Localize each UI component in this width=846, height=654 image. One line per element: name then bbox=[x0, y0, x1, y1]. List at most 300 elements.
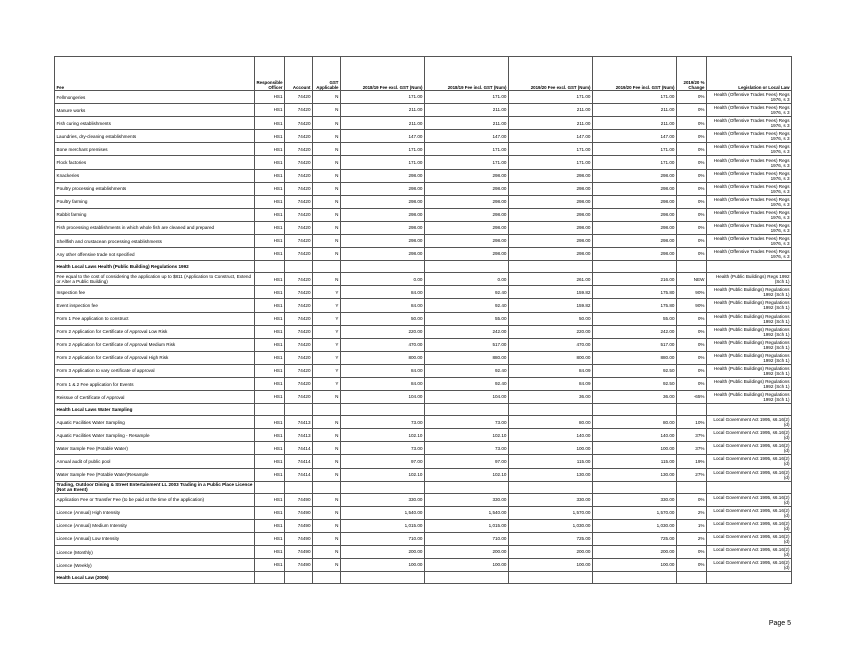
change-cell: 10% bbox=[677, 416, 707, 429]
section-title: Health Local Law (2006) bbox=[55, 572, 255, 584]
fee1920-incl-cell: 130.00 bbox=[593, 468, 677, 481]
fee1819-incl-cell: 92.40 bbox=[425, 377, 509, 390]
fee1920-incl-cell: 298.00 bbox=[593, 235, 677, 248]
fee1920-incl-cell: 298.00 bbox=[593, 221, 677, 234]
legislation-cell: Local Government Act 1995, s6.16(2)(d) bbox=[707, 429, 792, 442]
account-cell: 74420 bbox=[285, 117, 313, 130]
fee1819-excl-cell: 73.00 bbox=[341, 416, 425, 429]
fee1920-incl-cell: 298.00 bbox=[593, 248, 677, 261]
fee1819-incl-cell: 880.00 bbox=[425, 351, 509, 364]
table-row bbox=[55, 546, 792, 559]
fee1920-excl-cell: 171.00 bbox=[509, 91, 593, 104]
section-empty-cell bbox=[677, 261, 707, 273]
fee1920-incl-cell: 200.00 bbox=[593, 546, 677, 559]
col-account: Account bbox=[285, 57, 313, 91]
officer-cell: HS1 bbox=[255, 519, 285, 532]
fee1819-incl-cell: 55.00 bbox=[425, 312, 509, 325]
fee1819-excl-cell: 1,015.00 bbox=[341, 519, 425, 532]
section-empty-cell bbox=[677, 572, 707, 584]
change-cell: 2% bbox=[677, 506, 707, 519]
fee1920-excl-cell: 171.00 bbox=[509, 143, 593, 156]
fee1819-excl-cell: 211.00 bbox=[341, 117, 425, 130]
section-empty-cell bbox=[593, 261, 677, 273]
gst-cell: Y bbox=[313, 338, 341, 351]
fee1819-incl-cell: 211.00 bbox=[425, 104, 509, 117]
table-row bbox=[55, 416, 792, 429]
change-cell: 0% bbox=[677, 91, 707, 104]
officer-cell: HS1 bbox=[255, 559, 285, 572]
section-empty-cell bbox=[707, 261, 792, 273]
legislation-cell: Health (Offensive Trades Fees) Regs 1976, s 3 bbox=[707, 208, 792, 221]
table-row bbox=[55, 468, 792, 481]
change-cell: 0% bbox=[677, 248, 707, 261]
section-empty-cell bbox=[313, 404, 341, 416]
fee1819-excl-cell: 470.00 bbox=[341, 338, 425, 351]
fee1920-incl-cell: 171.00 bbox=[593, 143, 677, 156]
fee1920-excl-cell: 171.00 bbox=[509, 156, 593, 169]
change-cell: 37% bbox=[677, 429, 707, 442]
change-cell: 0% bbox=[677, 235, 707, 248]
col-change: 2019/20 % Change bbox=[677, 57, 707, 91]
fee1920-excl-cell: 298.00 bbox=[509, 235, 593, 248]
gst-cell: N bbox=[313, 416, 341, 429]
fee1819-incl-cell: 147.00 bbox=[425, 130, 509, 143]
account-cell: 74414 bbox=[285, 455, 313, 468]
section-header-row bbox=[55, 261, 792, 273]
section-empty-cell bbox=[341, 404, 425, 416]
fee-cell: Fish processing establishments in which whole fish are cleaned and prepared bbox=[55, 221, 255, 234]
fee1920-incl-cell: 147.00 bbox=[593, 130, 677, 143]
officer-cell: HS1 bbox=[255, 506, 285, 519]
account-cell: 74420 bbox=[285, 143, 313, 156]
account-cell: 74420 bbox=[285, 195, 313, 208]
legislation-cell: Health (Offensive Trades Fees) Regs 1976, s 3 bbox=[707, 91, 792, 104]
change-cell: 0% bbox=[677, 377, 707, 390]
fee1819-incl-cell: 92.40 bbox=[425, 364, 509, 377]
fee1920-excl-cell: 800.00 bbox=[509, 351, 593, 364]
table-row bbox=[55, 519, 792, 532]
fee-cell: Application Fee or Transfer Fee (to be paid at the time of the application) bbox=[55, 493, 255, 506]
change-cell: 0% bbox=[677, 351, 707, 364]
change-cell: 2% bbox=[677, 532, 707, 545]
section-empty-cell bbox=[509, 261, 593, 273]
fee1920-excl-cell: 261.00 bbox=[509, 273, 593, 286]
fee1920-incl-cell: 1,570.00 bbox=[593, 506, 677, 519]
legislation-cell: Health (Public Buildings) Regs 1992 (Sch 1) bbox=[707, 273, 792, 286]
fee-cell: Form 2 Application for Certificate of Approval High Risk bbox=[55, 351, 255, 364]
fee1819-excl-cell: 298.00 bbox=[341, 169, 425, 182]
fee1819-incl-cell: 330.00 bbox=[425, 493, 509, 506]
section-empty-cell bbox=[285, 481, 313, 493]
account-cell: 74420 bbox=[285, 91, 313, 104]
account-cell: 74420 bbox=[285, 377, 313, 390]
fee-cell: Event inspection fee bbox=[55, 299, 255, 312]
fee-cell: Aquatic Facilities Water Sampling - Resample bbox=[55, 429, 255, 442]
gst-cell: N bbox=[313, 143, 341, 156]
table-row bbox=[55, 104, 792, 117]
section-empty-cell bbox=[425, 572, 509, 584]
officer-cell: HS1 bbox=[255, 117, 285, 130]
gst-cell: N bbox=[313, 493, 341, 506]
fee1920-excl-cell: 50.00 bbox=[509, 312, 593, 325]
fee1819-incl-cell: 298.00 bbox=[425, 221, 509, 234]
gst-cell: Y bbox=[313, 377, 341, 390]
legislation-cell: Health (Offensive Trades Fees) Regs 1976, s 3 bbox=[707, 117, 792, 130]
fee1920-excl-cell: 100.00 bbox=[509, 442, 593, 455]
fee1819-excl-cell: 800.00 bbox=[341, 351, 425, 364]
fee1920-excl-cell: 100.00 bbox=[509, 559, 593, 572]
fee1819-excl-cell: 102.10 bbox=[341, 468, 425, 481]
fee1920-excl-cell: 147.00 bbox=[509, 130, 593, 143]
fee1920-excl-cell: 130.00 bbox=[509, 468, 593, 481]
account-cell: 74490 bbox=[285, 559, 313, 572]
legislation-cell: Health (Public Buildings) Regulations 1992 (Sch 1) bbox=[707, 325, 792, 338]
col-fee1819-incl: 2018/19 Fee incl. GST (Num) bbox=[425, 57, 509, 91]
fee-cell: Fellmongeries bbox=[55, 91, 255, 104]
officer-cell: HS1 bbox=[255, 416, 285, 429]
col-legislation: Legislation or Local Law bbox=[707, 57, 792, 91]
fee1819-incl-cell: 171.00 bbox=[425, 156, 509, 169]
section-empty-cell bbox=[425, 404, 509, 416]
fee1920-incl-cell: 298.00 bbox=[593, 169, 677, 182]
fee-cell: Licence (Weekly) bbox=[55, 559, 255, 572]
fee1920-incl-cell: 216.00 bbox=[593, 273, 677, 286]
account-cell: 74420 bbox=[285, 273, 313, 286]
account-cell: 74490 bbox=[285, 506, 313, 519]
fee1920-excl-cell: 84.09 bbox=[509, 364, 593, 377]
gst-cell: N bbox=[313, 156, 341, 169]
officer-cell: HS1 bbox=[255, 104, 285, 117]
fee1920-excl-cell: 725.00 bbox=[509, 532, 593, 545]
officer-cell: HS1 bbox=[255, 468, 285, 481]
officer-cell: HS1 bbox=[255, 312, 285, 325]
account-cell: 74420 bbox=[285, 182, 313, 195]
fee1819-excl-cell: 298.00 bbox=[341, 195, 425, 208]
table-row bbox=[55, 208, 792, 221]
col-officer: Responsible Officer bbox=[255, 57, 285, 91]
account-cell: 74420 bbox=[285, 391, 313, 404]
fee1819-incl-cell: 171.00 bbox=[425, 143, 509, 156]
account-cell: 74420 bbox=[285, 286, 313, 299]
fee1920-incl-cell: 517.00 bbox=[593, 338, 677, 351]
fee1819-excl-cell: 211.00 bbox=[341, 104, 425, 117]
section-title: Health Local Laws Health (Public Building) Regulations 1992 bbox=[55, 261, 255, 273]
account-cell: 74420 bbox=[285, 325, 313, 338]
fee1819-incl-cell: 298.00 bbox=[425, 208, 509, 221]
account-cell: 74420 bbox=[285, 364, 313, 377]
section-empty-cell bbox=[255, 404, 285, 416]
fee1819-incl-cell: 102.10 bbox=[425, 468, 509, 481]
fee-cell: Fee equal to the cost of considering the application up to $811 (Application to Construct, Extend or Alter a Public Building) bbox=[55, 273, 255, 286]
legislation-cell: Health (Offensive Trades Fees) Regs 1976, s 3 bbox=[707, 235, 792, 248]
section-header-row bbox=[55, 572, 792, 584]
fee1819-incl-cell: 0.00 bbox=[425, 273, 509, 286]
table-row bbox=[55, 156, 792, 169]
col-fee1819-excl: 2018/19 Fee excl. GST (Num) bbox=[341, 57, 425, 91]
gst-cell: N bbox=[313, 195, 341, 208]
fee1819-excl-cell: 171.00 bbox=[341, 156, 425, 169]
fee1920-excl-cell: 298.00 bbox=[509, 221, 593, 234]
fee1819-incl-cell: 200.00 bbox=[425, 546, 509, 559]
fee1920-excl-cell: 211.00 bbox=[509, 117, 593, 130]
gst-cell: N bbox=[313, 273, 341, 286]
fee1819-excl-cell: 73.00 bbox=[341, 442, 425, 455]
legislation-cell: Local Government Act 1995, s6.16(2)(d) bbox=[707, 442, 792, 455]
fee1819-excl-cell: 298.00 bbox=[341, 235, 425, 248]
table-row bbox=[55, 143, 792, 156]
gst-cell: N bbox=[313, 169, 341, 182]
table-row bbox=[55, 299, 792, 312]
table-row bbox=[55, 559, 792, 572]
fee1819-incl-cell: 102.10 bbox=[425, 429, 509, 442]
change-cell: 0% bbox=[677, 169, 707, 182]
gst-cell: N bbox=[313, 221, 341, 234]
table-row bbox=[55, 325, 792, 338]
fee1819-excl-cell: 84.00 bbox=[341, 364, 425, 377]
fee1920-excl-cell: 80.00 bbox=[509, 416, 593, 429]
officer-cell: HS1 bbox=[255, 182, 285, 195]
fee1819-excl-cell: 102.10 bbox=[341, 429, 425, 442]
gst-cell: Y bbox=[313, 299, 341, 312]
section-empty-cell bbox=[593, 481, 677, 493]
fee1819-excl-cell: 298.00 bbox=[341, 208, 425, 221]
account-cell: 74420 bbox=[285, 338, 313, 351]
account-cell: 74490 bbox=[285, 532, 313, 545]
section-empty-cell bbox=[707, 481, 792, 493]
fee-cell: Manure works bbox=[55, 104, 255, 117]
account-cell: 74420 bbox=[285, 221, 313, 234]
change-cell: 0% bbox=[677, 221, 707, 234]
section-empty-cell bbox=[313, 261, 341, 273]
legislation-cell: Local Government Act 1995, s6.16(2)(d) bbox=[707, 455, 792, 468]
fee1920-incl-cell: 140.00 bbox=[593, 429, 677, 442]
officer-cell: HS1 bbox=[255, 235, 285, 248]
fee-cell: Licence (Monthly) bbox=[55, 546, 255, 559]
section-empty-cell bbox=[341, 572, 425, 584]
officer-cell: HS1 bbox=[255, 455, 285, 468]
change-cell: -65% bbox=[677, 391, 707, 404]
change-cell: 0% bbox=[677, 104, 707, 117]
fee1920-excl-cell: 211.00 bbox=[509, 104, 593, 117]
gst-cell: Y bbox=[313, 286, 341, 299]
fee1819-incl-cell: 1,540.00 bbox=[425, 506, 509, 519]
fee1819-excl-cell: 171.00 bbox=[341, 143, 425, 156]
gst-cell: N bbox=[313, 506, 341, 519]
fee1819-incl-cell: 73.00 bbox=[425, 416, 509, 429]
fee1819-incl-cell: 1,015.00 bbox=[425, 519, 509, 532]
fee-cell: Reissue of Certificate of Approval bbox=[55, 391, 255, 404]
legislation-cell: Health (Offensive Trades Fees) Regs 1976, s 3 bbox=[707, 143, 792, 156]
legislation-cell: Health (Offensive Trades Fees) Regs 1976, s 3 bbox=[707, 169, 792, 182]
section-empty-cell bbox=[313, 481, 341, 493]
table-row bbox=[55, 506, 792, 519]
fee1819-incl-cell: 298.00 bbox=[425, 182, 509, 195]
fee1819-excl-cell: 200.00 bbox=[341, 546, 425, 559]
fee1819-incl-cell: 171.00 bbox=[425, 91, 509, 104]
legislation-cell: Health (Public Buildings) Regulations 1992 (Sch 1) bbox=[707, 364, 792, 377]
fee1819-incl-cell: 517.00 bbox=[425, 338, 509, 351]
gst-cell: N bbox=[313, 182, 341, 195]
fee1819-excl-cell: 104.00 bbox=[341, 391, 425, 404]
fee1920-incl-cell: 115.00 bbox=[593, 455, 677, 468]
fee1920-excl-cell: 330.00 bbox=[509, 493, 593, 506]
legislation-cell: Local Government Act 1995, s6.16(2)(d) bbox=[707, 546, 792, 559]
change-cell: 0% bbox=[677, 117, 707, 130]
section-empty-cell bbox=[593, 572, 677, 584]
legislation-cell: Local Government Act 1995, s6.16(2)(d) bbox=[707, 559, 792, 572]
fee1819-incl-cell: 92.40 bbox=[425, 286, 509, 299]
table-row bbox=[55, 248, 792, 261]
account-cell: 74490 bbox=[285, 519, 313, 532]
legislation-cell: Health (Offensive Trades Fees) Regs 1976, s 3 bbox=[707, 221, 792, 234]
officer-cell: HS1 bbox=[255, 442, 285, 455]
fee1920-incl-cell: 880.00 bbox=[593, 351, 677, 364]
table-row bbox=[55, 312, 792, 325]
table-row bbox=[55, 455, 792, 468]
fee1920-excl-cell: 36.00 bbox=[509, 391, 593, 404]
account-cell: 74420 bbox=[285, 208, 313, 221]
fee1920-incl-cell: 298.00 bbox=[593, 208, 677, 221]
section-header-row bbox=[55, 481, 792, 493]
legislation-cell: Health (Offensive Trades Fees) Regs 1976, s 3 bbox=[707, 130, 792, 143]
fee-cell: Inspection fee bbox=[55, 286, 255, 299]
fee1819-excl-cell: 1,540.00 bbox=[341, 506, 425, 519]
account-cell: 74414 bbox=[285, 442, 313, 455]
page-number: Page 5 bbox=[768, 620, 791, 627]
table-row bbox=[55, 286, 792, 299]
fee-cell: Form 1 & 2 Fee application for Events bbox=[55, 377, 255, 390]
change-cell: 0% bbox=[677, 182, 707, 195]
gst-cell: N bbox=[313, 442, 341, 455]
fee1920-excl-cell: 298.00 bbox=[509, 182, 593, 195]
section-empty-cell bbox=[313, 572, 341, 584]
officer-cell: HS1 bbox=[255, 169, 285, 182]
change-cell: NEW bbox=[677, 273, 707, 286]
officer-cell: HS1 bbox=[255, 286, 285, 299]
gst-cell: N bbox=[313, 208, 341, 221]
officer-cell: HS1 bbox=[255, 208, 285, 221]
change-cell: 90% bbox=[677, 286, 707, 299]
officer-cell: HS1 bbox=[255, 130, 285, 143]
fee-cell: Form 3 Application to vary certificate of approval bbox=[55, 364, 255, 377]
account-cell: 74420 bbox=[285, 312, 313, 325]
legislation-cell: Health (Public Buildings) Regulations 1992 (Sch 1) bbox=[707, 391, 792, 404]
gst-cell: N bbox=[313, 455, 341, 468]
fee1920-excl-cell: 298.00 bbox=[509, 195, 593, 208]
fee1819-excl-cell: 298.00 bbox=[341, 182, 425, 195]
account-cell: 74490 bbox=[285, 493, 313, 506]
account-cell: 74420 bbox=[285, 248, 313, 261]
gst-cell: Y bbox=[313, 325, 341, 338]
change-cell: 27% bbox=[677, 468, 707, 481]
table-row bbox=[55, 338, 792, 351]
section-title: Trading, Outdoor Dining & Street Entertainment LL 2003 Trading in a Public Place Licence (Not an Event) bbox=[55, 481, 255, 493]
fee1819-incl-cell: 298.00 bbox=[425, 235, 509, 248]
officer-cell: HS1 bbox=[255, 91, 285, 104]
legislation-cell: Health (Offensive Trades Fees) Regs 1976, s 3 bbox=[707, 182, 792, 195]
officer-cell: HS1 bbox=[255, 546, 285, 559]
fee-cell: Licence (Annual) Medium Intensity bbox=[55, 519, 255, 532]
gst-cell: Y bbox=[313, 364, 341, 377]
change-cell: 0% bbox=[677, 559, 707, 572]
col-fee1920-excl: 2019/20 Fee excl. GST (Num) bbox=[509, 57, 593, 91]
fee1819-incl-cell: 104.00 bbox=[425, 391, 509, 404]
fee-cell: Form 2 Application for Certificate of Approval Medium Risk bbox=[55, 338, 255, 351]
officer-cell: HS1 bbox=[255, 532, 285, 545]
account-cell: 74414 bbox=[285, 468, 313, 481]
gst-cell: Y bbox=[313, 351, 341, 364]
officer-cell: HS1 bbox=[255, 143, 285, 156]
fee1920-incl-cell: 211.00 bbox=[593, 104, 677, 117]
table-row bbox=[55, 235, 792, 248]
change-cell: 37% bbox=[677, 442, 707, 455]
fee1920-incl-cell: 171.00 bbox=[593, 91, 677, 104]
section-empty-cell bbox=[593, 404, 677, 416]
legislation-cell: Local Government Act 1995, s6.16(2)(d) bbox=[707, 506, 792, 519]
fee-cell: Water Sample Fee (Potable Water) bbox=[55, 442, 255, 455]
fee1920-excl-cell: 159.82 bbox=[509, 286, 593, 299]
change-cell: 19% bbox=[677, 455, 707, 468]
officer-cell: HS1 bbox=[255, 221, 285, 234]
fee-cell: Knackeries bbox=[55, 169, 255, 182]
gst-cell: N bbox=[313, 104, 341, 117]
officer-cell: HS1 bbox=[255, 429, 285, 442]
fee-cell: Water Sample Fee (Potable Water)Resample bbox=[55, 468, 255, 481]
fee1920-excl-cell: 1,030.00 bbox=[509, 519, 593, 532]
fee1920-excl-cell: 470.00 bbox=[509, 338, 593, 351]
legislation-cell: Health (Offensive Trades Fees) Regs 1976, s 3 bbox=[707, 156, 792, 169]
section-empty-cell bbox=[285, 261, 313, 273]
table-row bbox=[55, 351, 792, 364]
section-empty-cell bbox=[707, 572, 792, 584]
table-row bbox=[55, 195, 792, 208]
change-cell: 0% bbox=[677, 208, 707, 221]
fee1819-excl-cell: 298.00 bbox=[341, 221, 425, 234]
fee-cell: Poultry farming bbox=[55, 195, 255, 208]
fee1920-incl-cell: 298.00 bbox=[593, 182, 677, 195]
fee1819-incl-cell: 73.00 bbox=[425, 442, 509, 455]
fee1920-incl-cell: 100.00 bbox=[593, 559, 677, 572]
fee-cell: Laundries, dry-cleaning establishments bbox=[55, 130, 255, 143]
fee1920-incl-cell: 171.00 bbox=[593, 156, 677, 169]
table-row bbox=[55, 493, 792, 506]
fee1819-incl-cell: 242.00 bbox=[425, 325, 509, 338]
fee-cell: Annual audit of public pool bbox=[55, 455, 255, 468]
fee1819-excl-cell: 84.00 bbox=[341, 299, 425, 312]
fee-cell: Poultry processing establishments bbox=[55, 182, 255, 195]
fee1920-excl-cell: 200.00 bbox=[509, 546, 593, 559]
gst-cell: N bbox=[313, 248, 341, 261]
fee-cell: Form 2 Application for Certificate of Approval Low Risk bbox=[55, 325, 255, 338]
section-empty-cell bbox=[509, 404, 593, 416]
fee1920-incl-cell: 36.00 bbox=[593, 391, 677, 404]
fee1920-incl-cell: 1,030.00 bbox=[593, 519, 677, 532]
fee1920-incl-cell: 175.80 bbox=[593, 299, 677, 312]
section-title: Health Local Laws Water Sampling bbox=[55, 404, 255, 416]
section-empty-cell bbox=[707, 404, 792, 416]
change-cell: 0% bbox=[677, 130, 707, 143]
fee1819-excl-cell: 330.00 bbox=[341, 493, 425, 506]
account-cell: 74420 bbox=[285, 169, 313, 182]
fee1819-incl-cell: 298.00 bbox=[425, 195, 509, 208]
gst-cell: N bbox=[313, 532, 341, 545]
fee-cell: Rabbit farming bbox=[55, 208, 255, 221]
officer-cell: HS1 bbox=[255, 351, 285, 364]
officer-cell: HS1 bbox=[255, 156, 285, 169]
fee1819-incl-cell: 100.00 bbox=[425, 559, 509, 572]
change-cell: 0% bbox=[677, 143, 707, 156]
fee-cell: Licence (Annual) High Intensity bbox=[55, 506, 255, 519]
